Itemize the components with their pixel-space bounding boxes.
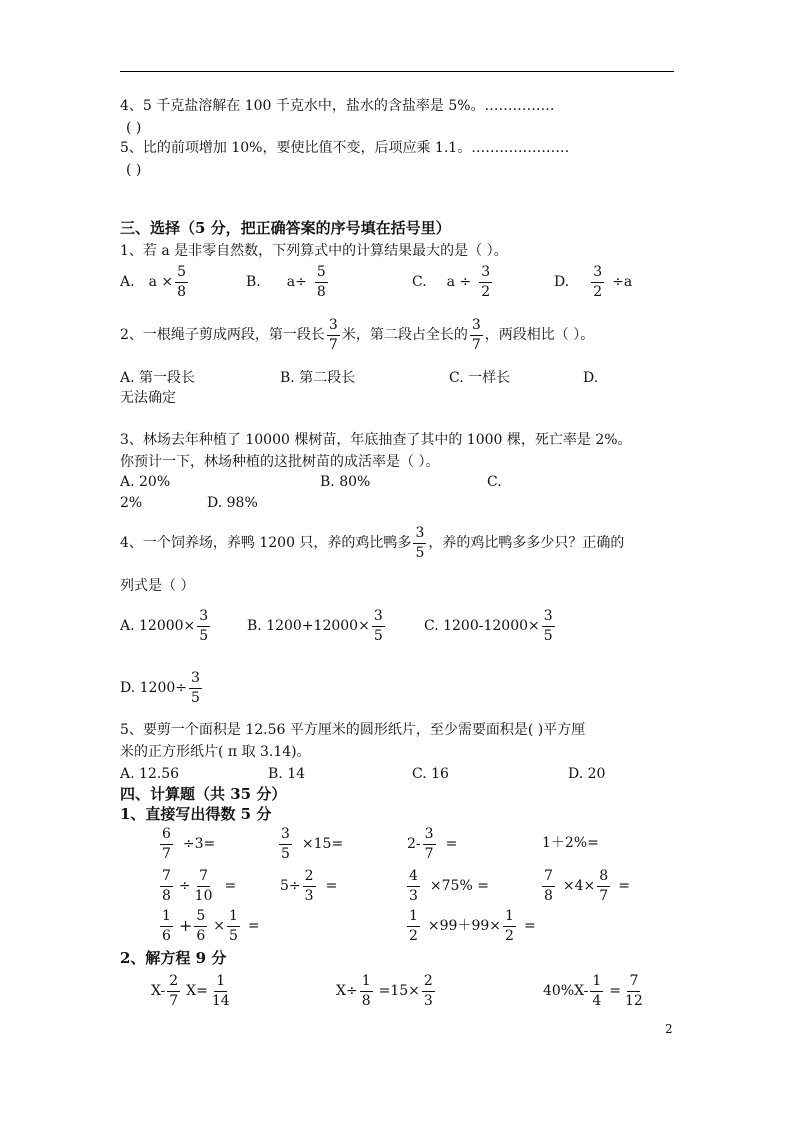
calc-r1-c [407,826,457,862]
calc-r1-d: 1＋2%= [542,835,599,851]
choice-q2-option-d: D. [583,370,599,386]
calc-r2-b [280,868,337,904]
choice-q4-option-b [247,607,387,645]
fraction: $\frac{3}{2}$ [593,264,603,300]
option-expr: A. 12000× [120,618,196,634]
expr-text: ×99＋99× [427,918,502,934]
stem-text: ，养的鸡比鸭多多少只？正确的 [428,535,625,551]
expr-text: = [224,878,237,894]
expr-text: ÷3= [182,836,216,852]
fraction: $\frac{7}{8}$ [544,868,553,904]
fraction: $\frac{8}{7}$ [599,868,609,904]
option-expr: D. 1200÷ [120,680,187,696]
choice-q5-line-1: 5、要剪一个面积是 12.56 平方厘米的圆形纸片，至少需要面积是( )平方厘 [120,722,586,738]
stem-text: 米，第二段占全长的 [341,327,468,343]
fraction: $\frac{1}{8}$ [361,973,371,1009]
option-label: B. [246,274,261,290]
fraction: $\frac{7}{8}$ [162,868,171,904]
fraction: $\frac{3}{5}$ [281,826,290,862]
choice-q3-line-2: 你预计一下，林场种植的这批树苗的成活率是（ ）。 [120,454,440,470]
choice-q1-option-a [120,264,190,300]
stem-text: ，两段相比（ ）。 [484,327,595,343]
fraction: $\frac{3}{5}$ [191,670,200,706]
expr-text: =15× [378,983,420,999]
expr-text: ×4× [562,878,596,894]
option-label: C. [412,274,427,290]
fraction: $\frac{1}{4}$ [592,973,602,1009]
calc-r3-a [158,908,260,944]
expr-text: = [523,918,536,934]
fraction: $\frac{1}{14}$ [211,973,230,1009]
fraction: $\frac{5}{8}$ [177,264,187,300]
choice-q3-option-d: D. 98% [207,495,258,511]
expr-text: ÷ [178,878,191,894]
fraction: $\frac{1}{2}$ [409,908,418,944]
option-label: D. [554,274,570,290]
choice-q4-option-c [424,607,557,645]
calc-r3-b [405,908,536,944]
choice-q3-option-c: C. [487,474,502,490]
judge-item-5-answer-paren: ( ) [126,162,142,178]
fraction: $\frac{2}{7}$ [169,973,179,1009]
expr-text: = [247,918,260,934]
fraction: $\frac{5}{8}$ [316,264,326,300]
expr-text: ×75% = [429,878,489,894]
judge-item-4: 4、5 千克盐溶解在 100 千克水中，盐水的含盐率是 5%。…………… [120,98,555,114]
calc-r2-a [158,868,236,904]
stem-text: 4、一个饲养场，养鸭 1200 只，养的鸡比鸭多 [120,535,412,551]
calc-r2-d [540,868,630,904]
equation-1 [151,972,234,1010]
equation-3 [543,972,647,1010]
fraction: $\frac{3}{2}$ [481,264,491,300]
fraction: $\frac{7}{12}$ [624,973,643,1009]
option-expr: a ÷ [446,274,472,290]
choice-q4-option-a [120,607,212,645]
fraction: $\frac{4}{3}$ [409,868,418,904]
stem-text: 2、一根绳子剪成两段，第一段长 [120,327,325,343]
fraction: $\frac{2}{3}$ [304,868,314,904]
fraction: $\frac{5}{6}$ [196,908,206,944]
choice-q3-option-a: A. 20% [120,474,171,490]
section-4-title: 四、计算题（共 35 分） [120,785,287,803]
fraction: $\frac{3}{5}$ [373,608,383,644]
judge-item-4-answer-paren: ( ) [126,120,142,136]
choice-q3-line-1: 3、林场去年种植了 10000 棵树苗，年底抽查了其中的 1000 棵，死亡率是 2%。 [120,432,632,448]
calc-r1-b [277,826,343,862]
section-4-sub-2: 2、解方程 9 分 [120,949,227,967]
fraction: $\frac{6}{7}$ [162,826,171,862]
option-expr: B. 1200+12000× [247,618,370,634]
choice-q5-line-2: 米的正方形纸片( π 取 3.14)。 [120,744,311,760]
expr-text: × [213,918,225,934]
fraction: $\frac{3}{5}$ [543,608,553,644]
expr-text: X÷ [336,983,358,999]
fraction: $\frac{2}{3}$ [423,973,433,1009]
choice-q3-option-b: B. 80% [320,474,371,490]
section-3-title: 三、选择（5 分，把正确答案的序号填在括号里） [120,219,451,237]
page-number: 2 [665,1022,673,1036]
expr-text: = [445,836,458,852]
choice-q5-option-a: A. 12.56 [120,766,180,782]
fraction: $\frac{3}{7}$ [424,826,434,862]
option-expr: a÷ [286,274,307,290]
fraction: $\frac{3}{7}$ [328,317,338,353]
option-expr: ÷a [612,274,633,290]
expr-text: 2- [407,836,421,852]
section-4-sub-1: 1、直接写出得数 5 分 [120,805,272,823]
choice-q2-option-c: C. 一样长 [449,370,511,386]
fraction: $\frac{7}{10}$ [194,868,213,904]
judge-item-5: 5、比的前项增加 10%，要使比值不变，后项应乘 1.1。………………… [120,140,570,156]
choice-q4-line-2: 列式是（ ） [120,578,195,594]
fraction: $\frac{3}{5}$ [199,608,209,644]
expr-text: X- [151,983,166,999]
header-rule [120,71,674,72]
option-expr: a × [148,274,174,290]
fraction: $\frac{1}{5}$ [228,908,238,944]
choice-q1-option-c [412,264,494,300]
expr-text: X= [186,983,208,999]
choice-q2-option-d-text: 无法确定 [120,390,176,406]
calc-r1-a [158,826,215,862]
expr-text: + [178,916,193,935]
expr-text: = [618,878,630,894]
choice-q5-option-d: D. 20 [568,766,606,782]
expr-text: = [609,983,621,999]
equation-2 [336,972,437,1010]
calc-r2-c [405,868,489,904]
choice-q2-option-b: B. 第二段长 [280,370,356,386]
choice-q2-option-a: A. 第一段长 [120,370,196,386]
choice-q2-stem [120,317,594,353]
option-expr: C. 1200-12000× [424,618,540,634]
option-label: A. [120,274,135,290]
choice-q4-stem [120,525,624,561]
choice-q3-option-c-text: 2% [120,495,143,511]
expr-text: ×15= [301,836,344,852]
fraction: $\frac{3}{5}$ [415,525,425,561]
fraction: $\frac{1}{6}$ [162,908,171,944]
fraction: $\frac{3}{7}$ [471,317,481,353]
choice-q1-stem: 1、若 a 是非零自然数，下列算式中的计算结果最大的是（ ）。 [120,243,508,259]
expr-text: 5÷ [280,878,301,894]
choice-q1-option-b [246,264,330,300]
choice-q5-option-b: B. 14 [268,766,306,782]
expr-text: = [325,878,338,894]
choice-q1-option-d [554,264,632,300]
expr-text: 40%X- [543,983,589,999]
choice-q5-option-c: C. 16 [412,766,449,782]
fraction: $\frac{1}{2}$ [505,908,514,944]
choice-q4-option-d [120,669,204,707]
